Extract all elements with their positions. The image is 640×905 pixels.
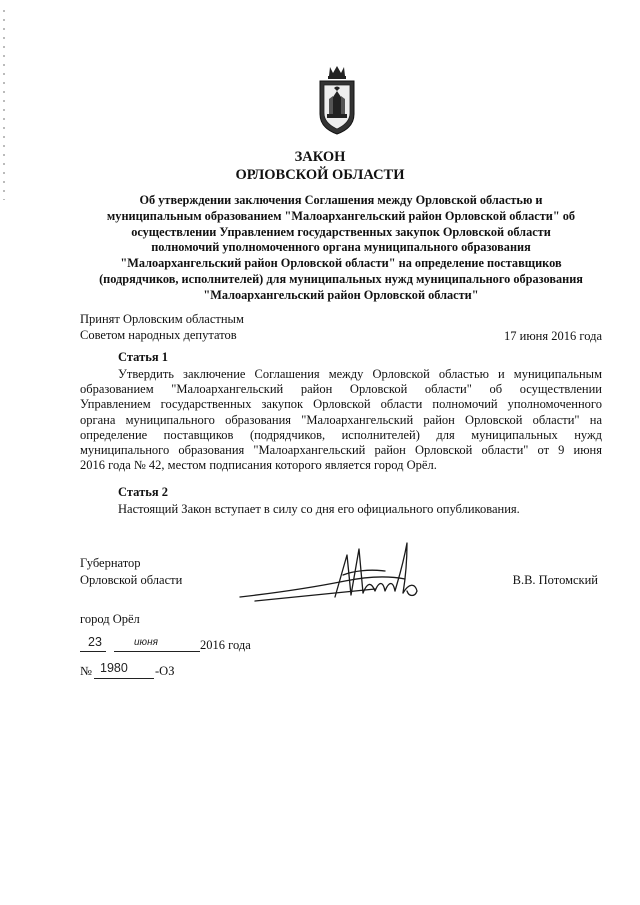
signing-city: город Орёл <box>80 612 140 626</box>
adoption-date: 17 июня 2016 года <box>504 329 602 343</box>
law-number <box>80 662 200 682</box>
article-1-text <box>80 367 602 473</box>
adoption-line: Принят Орловским областным <box>80 312 244 326</box>
article-1-line: определение поставщиков (подрядчиков, исполнителей) для муниципальных нужд <box>80 427 602 442</box>
governor-signature <box>235 535 435 610</box>
number-underline <box>94 678 154 679</box>
number-sign: № <box>80 664 92 678</box>
signatory-name: В.В. Потомский <box>512 573 598 587</box>
subject-line: "Малоархангельский район Орловской области" на определение поставщиков <box>120 256 562 271</box>
article-1-line: муниципального образования "Малоархангельский район Орловской области" от 9 июня <box>80 442 602 457</box>
article-1-line: 2016 года № 42, местом подписания которого является город Орёл. <box>80 458 437 473</box>
signatory-position-line: Губернатор <box>80 556 141 570</box>
signing-day: 23 <box>88 635 102 649</box>
article-1-line: образованием "Малоархангельский район Орловской области" об осуществлении <box>80 382 602 397</box>
subject-line: Об утверждении заключения Соглашения между Орловской областью и <box>139 193 543 207</box>
law-number-value: 1980 <box>100 661 128 675</box>
signatory-position <box>80 555 182 588</box>
subject-line: муниципальным образованием "Малоархангельский район Орловской области" об <box>106 208 576 223</box>
article-1-line: Утвердить заключение Соглашения между Орловской областью и муниципальным <box>118 367 602 381</box>
subject-line: полномочий уполномоченного органа муниципального образования <box>151 240 531 255</box>
law-region-title: ОРЛОВСКОЙ ОБЛАСТИ <box>235 167 405 183</box>
signatory-position-line: Орловской области <box>80 572 183 587</box>
law-number-suffix: -ОЗ <box>155 664 175 678</box>
signing-year: 2016 года <box>200 638 251 652</box>
adoption-line: Советом народных депутатов <box>80 328 237 342</box>
subject-line: "Малоархангельский район Орловской области" <box>203 287 479 302</box>
law-title: ЗАКОН <box>294 149 346 165</box>
article-2-heading: Статья 2 <box>118 485 168 499</box>
day-underline <box>80 651 106 652</box>
article-1-line: органа муниципального образования "Малоархангельский район Орловской области" на <box>80 412 602 427</box>
article-2-text: Настоящий Закон вступает в силу со дня его официального опубликования. <box>118 502 520 516</box>
law-subject <box>80 193 602 304</box>
adoption-body <box>80 311 244 343</box>
month-underline <box>114 651 200 652</box>
article-1-heading: Статья 1 <box>118 350 168 364</box>
signing-date <box>80 635 280 655</box>
signing-month: июня <box>134 637 158 648</box>
article-1-line: Управлением государственных закупок Орловской области полномочий уполномоченного <box>80 397 602 412</box>
subject-line: осуществлении Управлением государственных закупок Орловской области <box>131 224 551 239</box>
orel-coat-of-arms-icon <box>316 64 358 136</box>
subject-line: (подрядчиков, исполнителей) для муниципальных нужд муниципального образования <box>99 271 583 286</box>
